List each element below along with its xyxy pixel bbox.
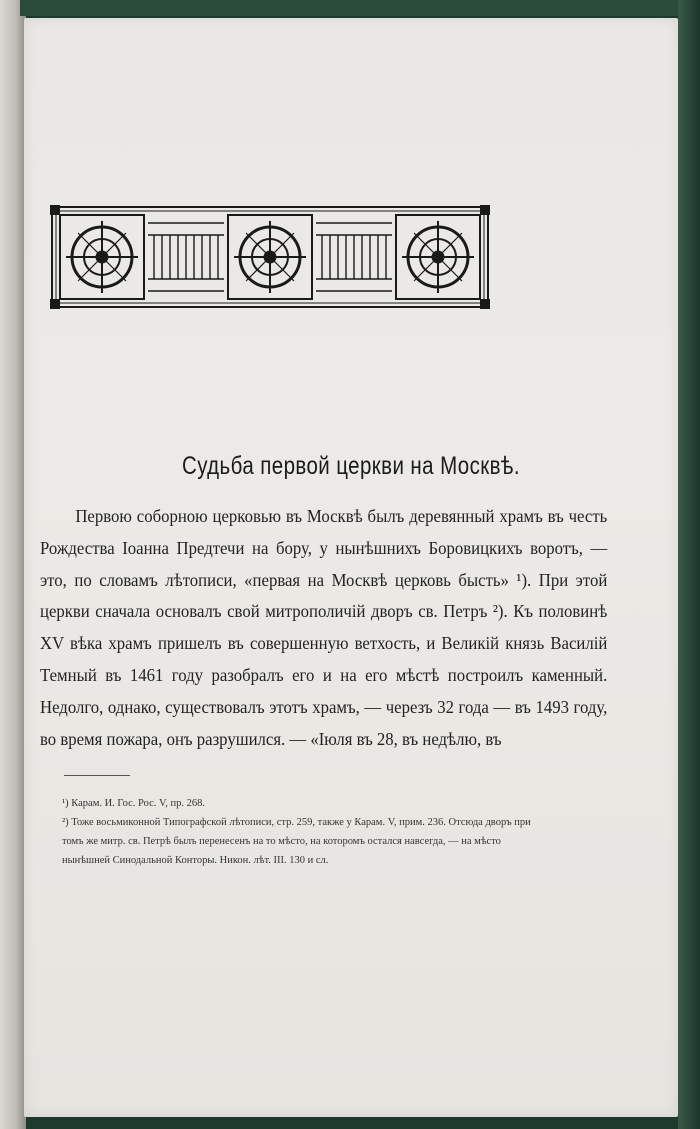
footnote-divider — [64, 775, 130, 776]
main-paragraph: Первою соборною церковью въ Москвѣ былъ деревянный храмъ въ честь Рождества Іоанна Предтечи на бору, у нынѣшнихъ Боровицкихъ воротъ, — это, по словамъ лѣтописи, «первая на Москвѣ церковь бысть» ¹). При этой церкви сначала основалъ свой митрополичій дворъ св. Петръ ²). Къ половинѣ XV вѣка храмъ пришелъ въ совершенную ветхость, и Великій князь Василій Темный въ 1461 году разобралъ его и на его мѣстѣ построилъ каменный. Недолго, однако, существовалъ этотъ храмъ, — черезъ 32 года — въ 1493 году, во время пожара, онъ разрушился. — «Іюля въ 28, въ недѣлю, въ — [40, 506, 608, 749]
footnote-2: ²) Тоже восьмиконной Типографской лѣтописи, стр. 259, также у Карам. V, прим. 236. Отсюда дворъ при томъ же митр. св. Петрѣ былъ перенесенъ на то мѣсто, на которомъ остался навсегда, — на мѣсто нынѣшней Синодальной Конторы. Никон. лѣт. III. 130 и сл. — [62, 817, 531, 866]
ornamental-headpiece — [50, 205, 490, 309]
footnote-1: ¹) Карам. И. Гос. Рос. V, пр. 268. — [62, 798, 205, 809]
footnotes — [62, 794, 532, 870]
chapter-heading: Судьба первой церкви на Москвѣ. — [181, 452, 521, 480]
book-cover-right — [678, 0, 700, 1129]
book-cover-top — [20, 0, 700, 16]
book-cover-left — [0, 0, 26, 1129]
